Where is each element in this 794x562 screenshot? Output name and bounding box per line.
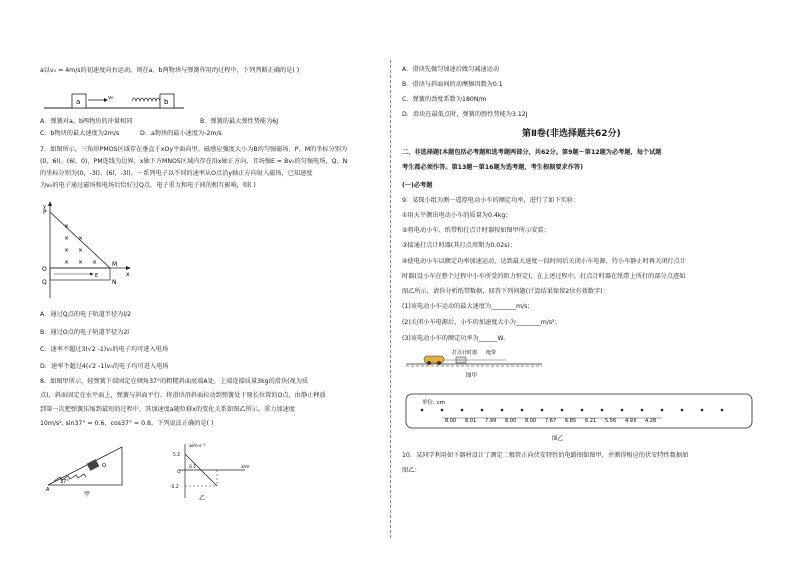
tape-figure: [402, 390, 757, 445]
q7-option-b: B．通过O点的电子轨道半径为2l: [40, 329, 130, 336]
q6-stem-end: a以v₀ = 4m/s的初速度向右运动。则在a、b两物块与弹簧作用的过程中，下列判断正确的是( ): [40, 67, 300, 74]
tape-segment-value: 4.28: [645, 418, 657, 424]
q7-line-3: 的坐标分别为(0，-3l)、(6l，-3l)。一系列电子以不同的速率从O点沿y轴正方向射入磁场，已知速度: [40, 170, 313, 177]
q10-line-2: 图乙：: [402, 467, 421, 474]
tape-dot: [641, 409, 644, 412]
q7-option-d: D．速率不超过4(√2 -1)v₀的电子均可进入电场: [40, 363, 169, 370]
tape-segment-value: 5.56: [605, 418, 617, 424]
tape-dot: [581, 409, 584, 412]
graph-y-axis-label: a/m·s⁻²: [189, 444, 206, 449]
point-q-label: Q: [42, 279, 47, 286]
q8-line-2: 点)，斜面固定在水平面上，弹簧与斜面平行。将滑块沿斜面拉动到弹簧处于原长位置的O点，由静止释放: [40, 392, 326, 399]
figure-jia-caption: 图甲: [466, 373, 478, 379]
q6-option-d: D．a物块的最小速度为-2m/s: [140, 130, 222, 137]
car-track-figure: [406, 346, 546, 380]
tape-segment-value: 8.00: [525, 418, 537, 424]
point-m-label: M: [112, 261, 118, 268]
point-a-label: A: [46, 487, 50, 493]
tape-label: 纸带: [486, 350, 497, 356]
tape-dot: [721, 409, 724, 412]
tape-segment-value: 8.00: [505, 418, 517, 424]
tape-dot: [601, 409, 604, 412]
tape-segment-value: 7.67: [545, 418, 557, 424]
q6-option-c: C．b物块的最大速度为2m/s: [40, 130, 120, 137]
svg-text:×: ×: [64, 247, 70, 254]
graph-value-neg-5-2: -5.2: [170, 485, 179, 490]
point-p-label: P: [43, 209, 47, 216]
q8-line-1: 8．如图甲所示，轻弹簧下端固定在倾角37°的粗糙斜面底端A处，上端连接质量3kg的滑块(视为质: [40, 378, 309, 385]
q7-line-2: (0，6l)、(6l，0)，PM连线为边界，x轴下方MNOS区域内存在沿x轴正方向，且场强E = Bv₀的匀强电场，Q、N: [40, 158, 348, 165]
column-divider: [390, 60, 391, 538]
q8-line-3: 到第一次把弹簧压缩到最短的过程中，其加速度a随位移x的变化关系如图乙所示，重力加速度: [40, 406, 295, 413]
q9-line-6: 时器(设小车在整个过程中小车所受的阻力恒定)，在上述过程中，打点计时器在纸带上所打的部分点迹如: [402, 273, 686, 280]
point-o-label: O: [42, 266, 47, 273]
axis-y-label: y: [43, 204, 46, 210]
tape-segment-labels: [442, 418, 662, 424]
blocks-figure: [44, 86, 194, 112]
figure-yi-caption: 图乙: [552, 436, 564, 442]
q7-option-a: A．通过Q点的电子轨道半径为l/2: [40, 311, 132, 318]
tape-segment-value: 6.21: [585, 418, 597, 424]
svg-text:×: ×: [64, 235, 70, 242]
q6-option-b: B．弹簧的最大弹性势能为6J: [200, 118, 279, 125]
block-a-label: a: [76, 98, 81, 106]
tape-segment-value: 4.93: [625, 418, 637, 424]
svg-text:×: ×: [78, 247, 84, 254]
q9-line-2: ①用天平测出电动小车的质量为0.4kg；: [402, 212, 512, 219]
svg-text:×: ×: [64, 259, 70, 266]
q9-line-10: (3)该电动小车的额定功率为______W。: [402, 335, 510, 342]
tape-dot: [481, 409, 484, 412]
tape-dot: [661, 409, 664, 412]
q7-option-c: C．速率不超过3(√2 -1)v₀的电子均可进入电场: [40, 346, 169, 353]
point-o-label: O: [102, 463, 106, 469]
svg-text:×: ×: [64, 223, 70, 230]
svg-text:×: ×: [92, 259, 98, 266]
tape-dot: [701, 409, 704, 412]
tape-dot: [421, 409, 424, 412]
tape-dot: [501, 409, 504, 412]
tape-dot: [541, 409, 544, 412]
tape-segment-value: 8.01: [465, 418, 477, 424]
q7-line-4: 为v₀的电子通过磁场和电场后恰好过Q点，电子重力和电子间的相互影响，则( ): [40, 182, 256, 189]
q9-line-9: (2)关闭小车电源后，小车的加速度大小为________m/s²；: [402, 319, 561, 326]
q9-line-7: 图乙所示，请你分析纸带数据，回答下列问题(计算结果保留2位有效数字)：: [402, 288, 609, 295]
required-heading: (一)必考题: [402, 182, 433, 189]
graph-value-5-2: 5.2: [173, 453, 181, 458]
point-n-label: N: [112, 279, 117, 286]
tape-dot: [461, 409, 464, 412]
q8-option-c: C．弹簧的劲度系数为180N/m: [402, 96, 487, 103]
q8-option-d: D．滑块在最低点时，弹簧的弹性势能为3.12J: [402, 111, 528, 118]
q9-line-8: (1)该电动小车运动的最大速度为________m/s；: [402, 303, 534, 310]
tape-dot: [681, 409, 684, 412]
section-ii-title: 第Ⅱ卷(非选择题共62分): [522, 129, 621, 139]
graph-x-axis-label: x/m: [241, 465, 250, 470]
incline-figure: [44, 443, 134, 498]
v0-label: v₀: [108, 95, 114, 101]
unit-label: 单位: cm: [422, 400, 445, 406]
tape-segment-value: 6.85: [565, 418, 577, 424]
tape-segment-value: 8.00: [445, 418, 457, 424]
q9-line-3: ②将电动小车、纸带和打点计时器按如图甲所示安装；: [402, 227, 550, 234]
q7-line-1: 7．如图所示，三角形PMOS区域存在垂直于xOy平面向里、磁感应强度大小为B的匀强磁场，P、M的坐标分别为: [40, 146, 348, 153]
figure-jia-caption: 甲: [84, 491, 91, 498]
angle-label: 37°: [60, 479, 69, 485]
q7-field-figure: [40, 200, 135, 300]
axis-x-label: x: [126, 271, 130, 278]
svg-text:×: ×: [78, 259, 84, 266]
q8-option-a: A．滑块先做匀加速后做匀减速运动: [402, 66, 500, 73]
q9-line-4: ③接通打点计时器(其打点周期为0.02s)；: [402, 242, 516, 249]
q6-option-a: A．弹簧对a、b两物块的冲量相同: [40, 118, 133, 125]
q8-option-b: B．滑块与斜面间的动摩擦因数为0.1: [402, 81, 503, 88]
graph-value-0-1: 0.1: [189, 465, 197, 470]
figure-yi-caption: 乙: [199, 495, 206, 502]
tape-segment-value: 7.99: [485, 418, 497, 424]
tape-dot: [561, 409, 564, 412]
q10-line-1: 10．某同学利用如下器材设计了测定二极管正向伏安特性的电路图如图甲，并测得相应的伏安特性数据如: [402, 452, 689, 459]
q9-line-5: ④使电动小车以额定功率加速运动，达到最大速度一段时间后关闭小车电源，待小车静止时再关闭打点计: [402, 258, 686, 265]
part-two-line-1: 二、非选择题(本题包括必考题和选考题两部分，共62分。第9题～第12题为必考题，每个试题: [402, 149, 662, 156]
block-b-label: b: [164, 98, 169, 106]
acceleration-graph: [165, 440, 255, 502]
q8-line-4: 10m/s², sin37° = 0.6，cos37° = 0.8。下列说法正确的是( ): [40, 420, 214, 427]
svg-text:×: ×: [78, 235, 84, 242]
part-two-line-2: 考生都必须作答。第13题～第16题为选考题，考生根据要求作答): [402, 164, 583, 171]
tape-dot: [521, 409, 524, 412]
tape-dot: [441, 409, 444, 412]
timer-label: 打点计时器: [452, 350, 478, 356]
field-e-label: E: [95, 273, 99, 279]
q9-line-1: 9．某探小组为测一遥控电动小车的额定功率，进行了如下实验：: [402, 197, 580, 204]
graph-origin: O: [177, 470, 181, 475]
tape-dot: [621, 409, 624, 412]
